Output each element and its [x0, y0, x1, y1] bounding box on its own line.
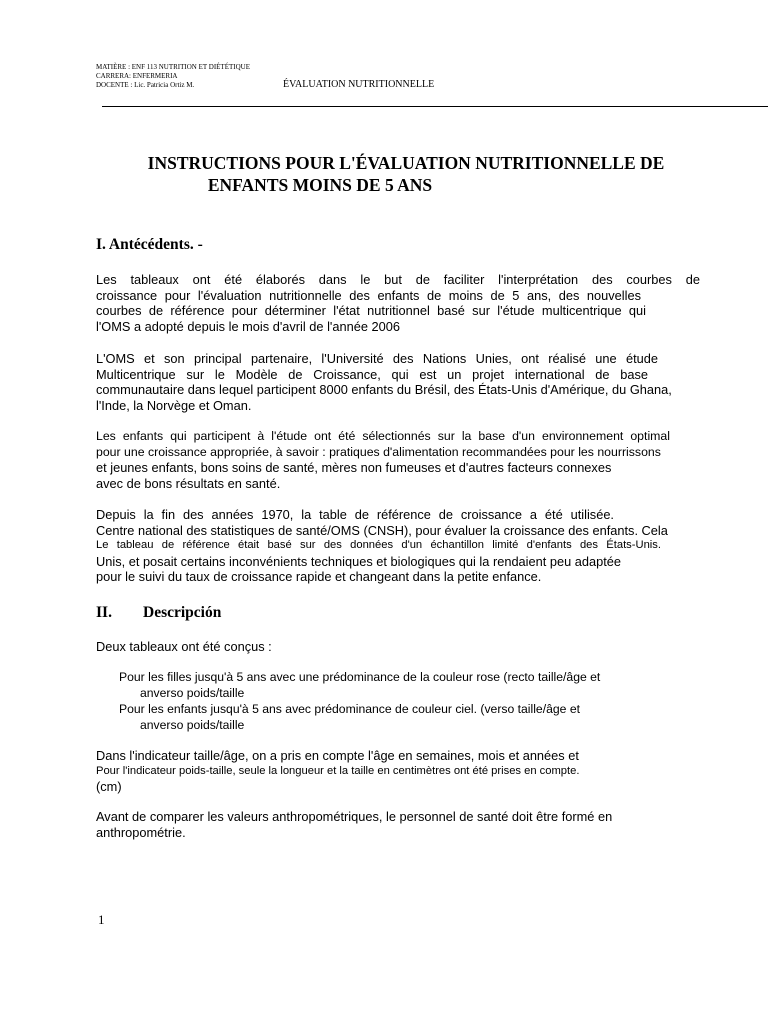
- text-line: pour le suivi du taux de croissance rapide et changeant dans la petite enfance.: [96, 569, 542, 584]
- text-line: (cm): [96, 779, 122, 794]
- section2-final-paragraph: [96, 809, 700, 840]
- bullet-text: Pour les enfants jusqu'à 5 ans avec prédominance de couleur ciel. (verso taille/âge et: [119, 702, 580, 716]
- bullet-text-continued: anverso poids/taille: [140, 717, 245, 732]
- course-program: CARRERA: ENFERMERIA: [96, 72, 178, 80]
- text-line: Les tableaux ont été élaborés dans le but de faciliter l'interprétation des courbes de: [96, 272, 700, 287]
- text-line: Les enfants qui participent à l'étude ont été sélectionnés sur la base d'un environnement optimal: [96, 429, 670, 443]
- course-info: [96, 63, 250, 90]
- course-teacher: DOCENTE : Lic. Patricia Ortiz M.: [96, 81, 195, 89]
- text-line: courbes de référence pour déterminer l'état nutritionnel basé sur l'étude multicentrique qui: [96, 303, 646, 318]
- document-title-line1: INSTRUCTIONS POUR L'ÉVALUATION NUTRITIONNELLE DE: [147, 153, 665, 173]
- bullet-text: Pour les filles jusqu'à 5 ans avec une prédominance de la couleur rose (recto taille/âge et: [119, 670, 601, 684]
- section2-heading: Descripción: [143, 604, 222, 621]
- section1-paragraph4: [96, 507, 700, 585]
- text-line: Unis, et posait certains inconvénients techniques et biologiques qui la rendaient peu adaptée: [96, 553, 622, 569]
- text-line: croissance pour l'évaluation nutritionnelle des enfants de moins de 5 ans, des nouvelles: [96, 287, 641, 303]
- section1-paragraph1: [96, 272, 700, 334]
- text-line: Depuis la fin des années 1970, la table de référence de croissance a été utilisée.: [96, 507, 614, 522]
- text-line: Centre national des statistiques de santé/OMS (CNSH), pour évaluer la croissance des enfants. Cela: [96, 522, 668, 538]
- section1-paragraph2: [96, 351, 700, 413]
- bullet-text-continued: anverso poids/taille: [140, 685, 245, 700]
- document-title-line2: ENFANTS MOINS DE 5 ANS: [207, 175, 433, 195]
- text-line: l'Inde, la Norvège et Oman.: [96, 397, 252, 413]
- section2-number: II.: [96, 604, 112, 621]
- text-line: avec de bons résultats en santé.: [96, 475, 281, 491]
- section1-heading: I. Antécédents. -: [96, 236, 203, 253]
- header-title: ÉVALUATION NUTRITIONNELLE: [283, 79, 435, 90]
- header-rule: [102, 106, 768, 107]
- text-line: Dans l'indicateur taille/âge, on a pris en compte l'âge en semaines, mois et années et: [96, 748, 579, 763]
- text-line: l'OMS a adopté depuis le mois d'avril de l'année 2006: [96, 318, 400, 334]
- text-line: anthropométrie.: [96, 824, 186, 840]
- bullet-item-boys: [119, 702, 580, 733]
- bullet-item-girls: [119, 670, 600, 701]
- section1-paragraph3: [96, 429, 700, 491]
- course-subject: MATIÈRE : ENF 113 NUTRITION ET DIÉTÉTIQUE: [96, 63, 250, 71]
- section2-indicator-paragraph: [96, 748, 700, 795]
- text-line: L'OMS et son principal partenaire, l'Université des Nations Unies, ont réalisé une étude: [96, 351, 658, 366]
- text-line: Avant de comparer les valeurs anthropométriques, le personnel de santé doit être formé en: [96, 809, 613, 824]
- text-line: et jeunes enfants, bons soins de santé, mères non fumeuses et d'autres facteurs connexes: [96, 460, 612, 475]
- text-line: pour une croissance appropriée, à savoir : pratiques d'alimentation recommandées pour les nourrissons: [96, 444, 661, 459]
- section2-intro: [96, 639, 700, 655]
- page-number: 1: [98, 912, 105, 927]
- text-line: Multicentrique sur le Modèle de Croissance, qui est un projet international de base: [96, 366, 648, 382]
- text-line: Le tableau de référence était basé sur des données d'un échantillon limité d'enfants des États-Unis.: [96, 539, 661, 551]
- text-line: Deux tableaux ont été conçus :: [96, 639, 272, 654]
- text-line: Pour l'indicateur poids-taille, seule la longueur et la taille en centimètres ont été prises en compte.: [96, 764, 580, 777]
- text-line: communautaire dans lequel participent 8000 enfants du Brésil, des États-Unis d'Amérique, du Ghana,: [96, 382, 672, 397]
